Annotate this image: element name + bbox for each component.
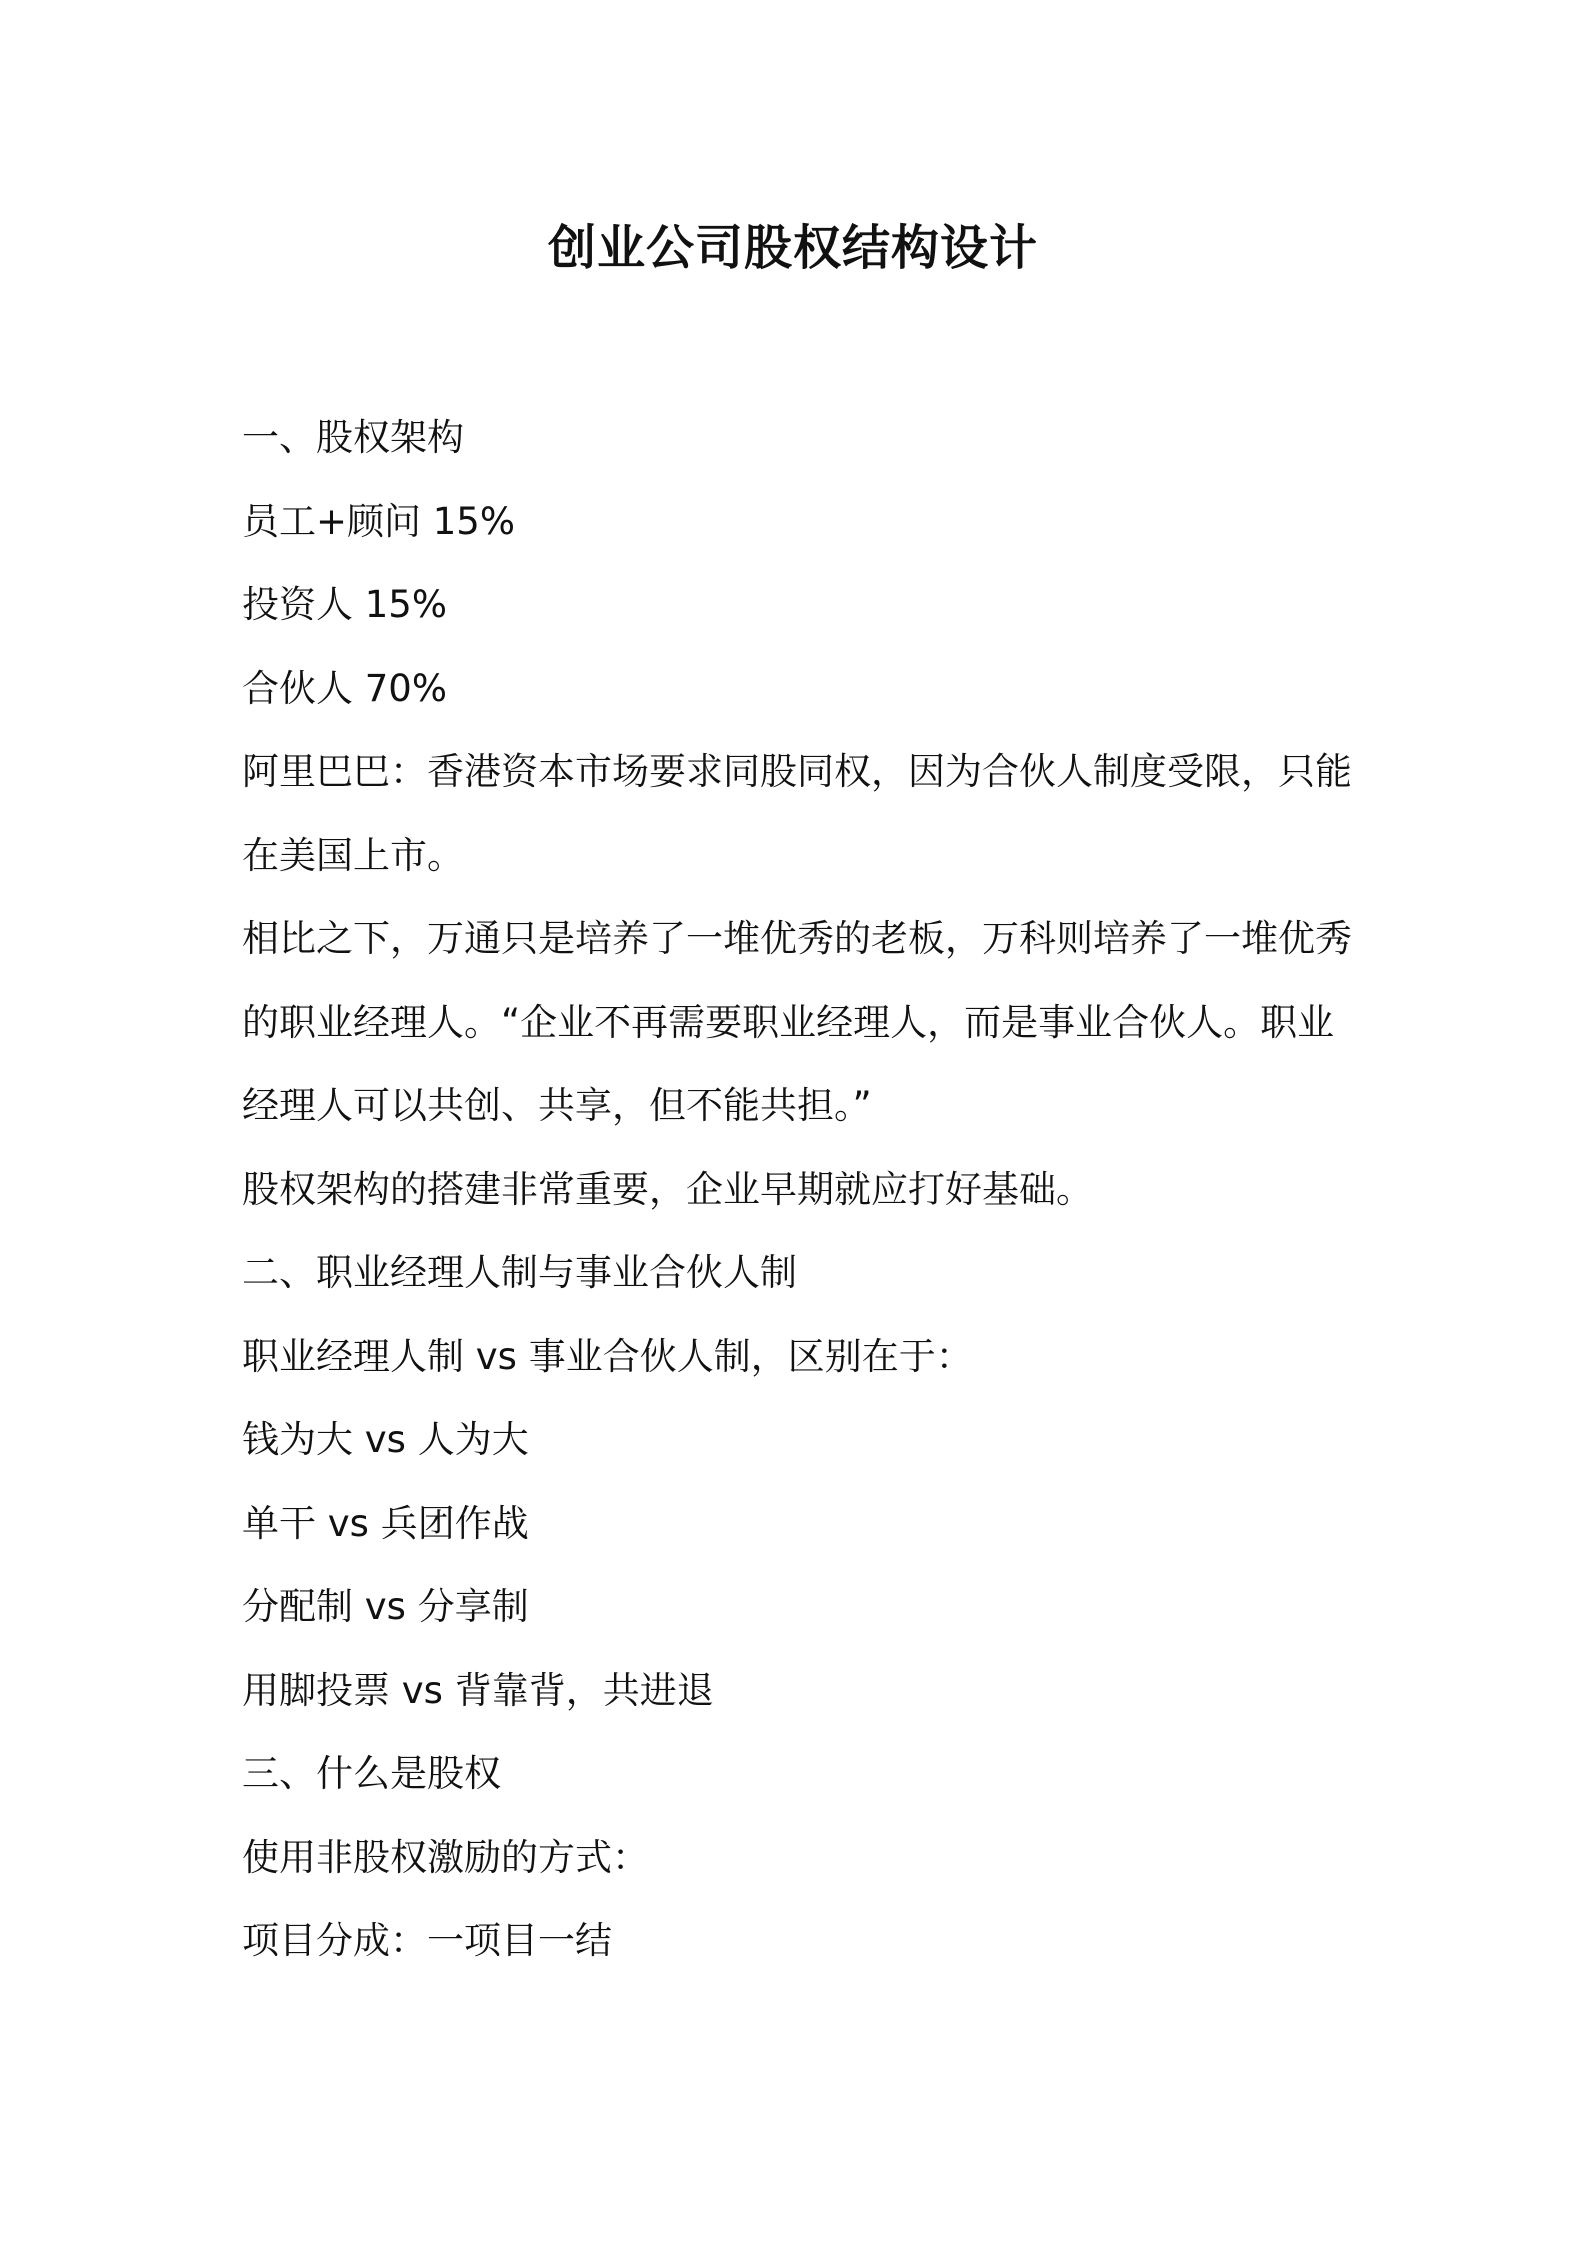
document-body xyxy=(242,396,1362,1983)
paragraph-line: 分配制 vs 分享制 xyxy=(242,1585,529,1628)
paragraph-line: 股权架构的搭建非常重要，企业早期就应打好基础。 xyxy=(242,1167,1093,1211)
paragraph-line: 投资人 15% xyxy=(242,583,447,626)
section-heading-manager-vs-partner: 二、职业经理人制与事业合伙人制 xyxy=(242,1251,797,1294)
paragraph-line: 阿里巴巴：香港资本市场要求同股同权，因为合伙人制度受限，只能 xyxy=(242,750,1352,793)
paragraph-line: 钱为大 vs 人为大 xyxy=(242,1418,529,1461)
paragraph-line: 单干 vs 兵团作战 xyxy=(242,1501,529,1545)
paragraph-line: 的职业经理人。“企业不再需要职业经理人，而是事业合伙人。职业 xyxy=(242,1000,1335,1044)
section-heading-what-is-equity: 三、什么是股权 xyxy=(242,1752,501,1795)
paragraph-line: 合伙人 70% xyxy=(242,666,447,710)
paragraph-line: 员工+顾问 15% xyxy=(242,499,516,543)
paragraph-line: 用脚投票 vs 背靠背，共进退 xyxy=(242,1668,714,1712)
paragraph-line: 项目分成：一项目一结 xyxy=(242,1919,612,1962)
paragraph-line: 职业经理人制 vs 事业合伙人制，区别在于： xyxy=(242,1334,973,1378)
document-title: 创业公司股权结构设计 xyxy=(547,220,1038,276)
section-heading-equity-structure: 一、股权架构 xyxy=(242,416,464,459)
paragraph-line: 使用非股权激励的方式： xyxy=(242,1835,649,1879)
paragraph-line: 在美国上市。 xyxy=(242,833,464,877)
paragraph-line: 经理人可以共创、共享，但不能共担。” xyxy=(242,1084,872,1127)
paragraph-line: 相比之下，万通只是培养了一堆优秀的老板，万科则培养了一堆优秀 xyxy=(242,917,1352,960)
